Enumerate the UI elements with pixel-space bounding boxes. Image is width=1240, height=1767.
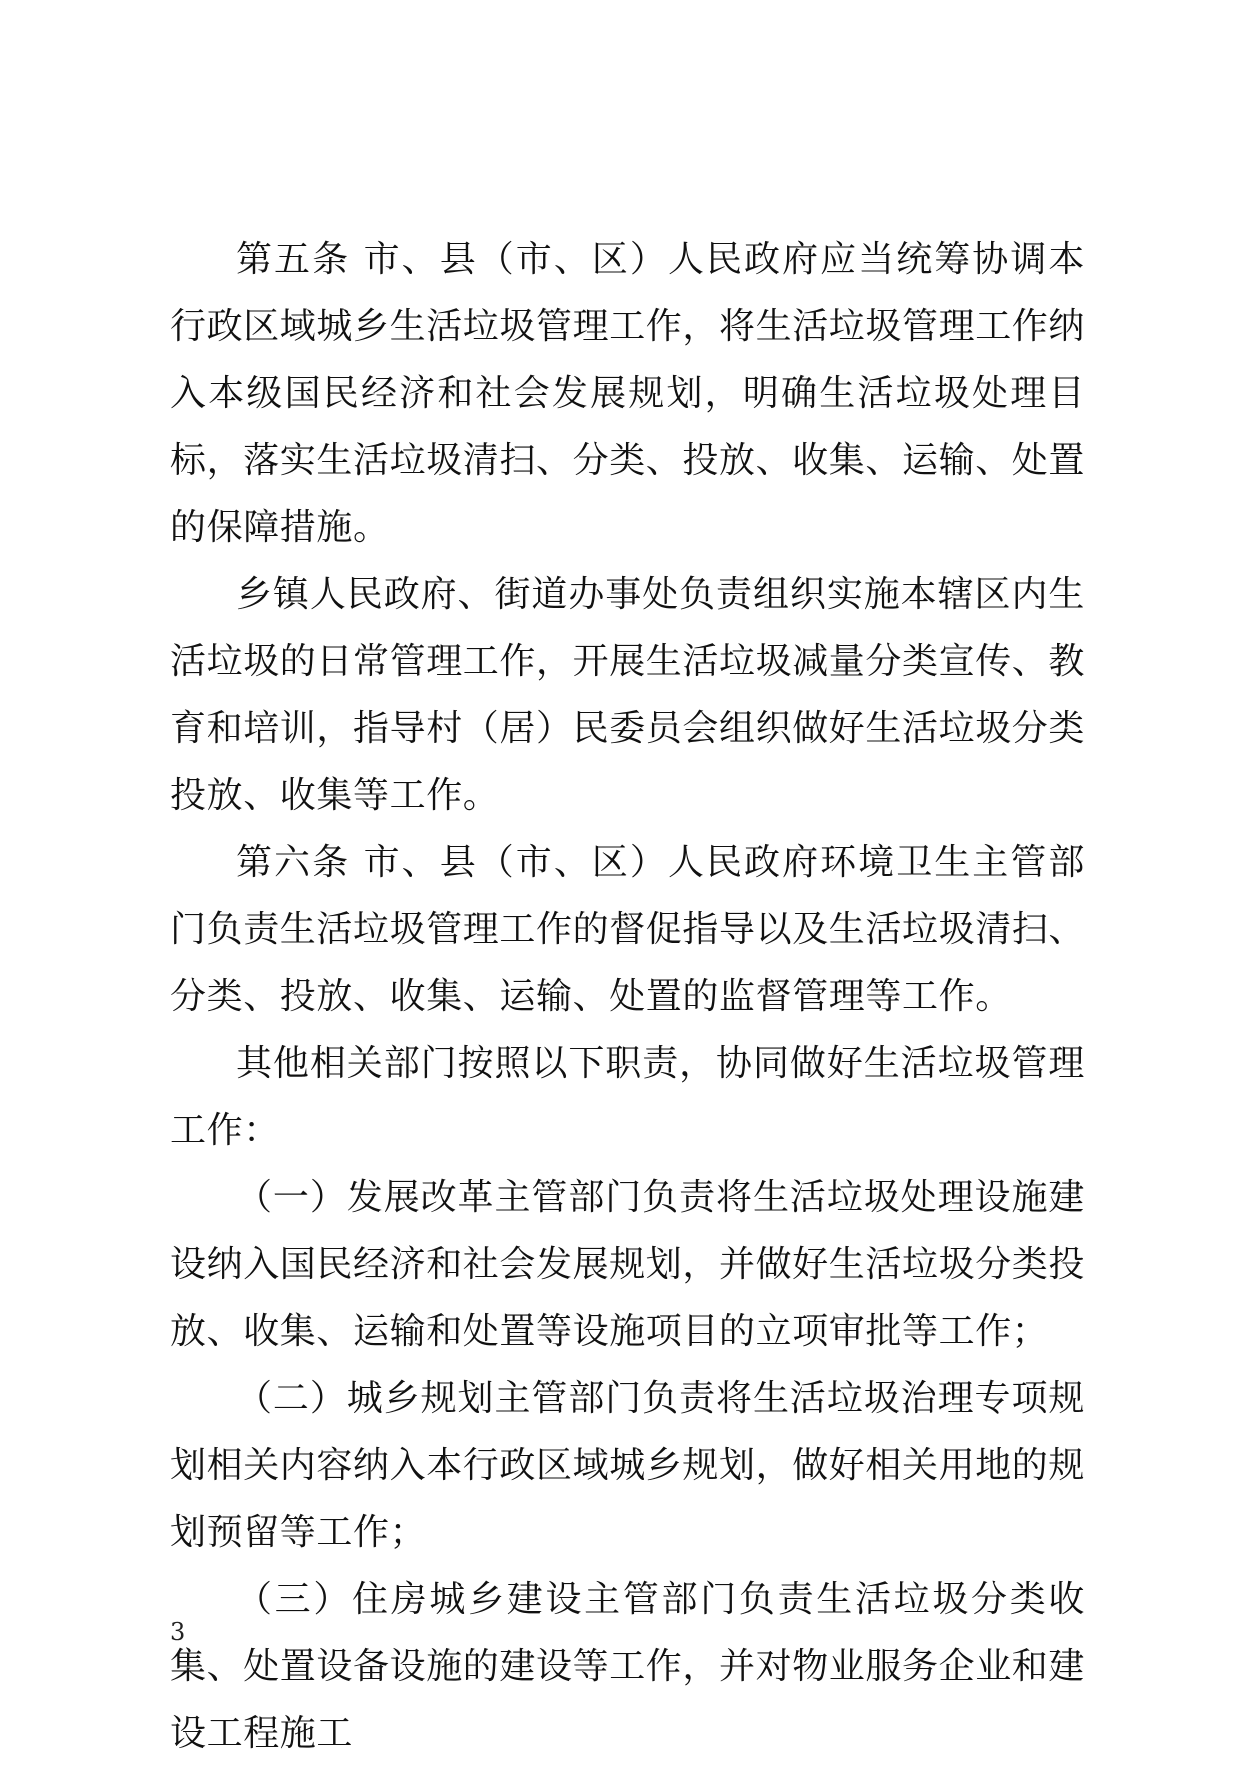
- paragraph-item-2: （二）城乡规划主管部门负责将生活垃圾治理专项规划相关内容纳入本行政区域城乡规划，做好相关用地的规划预留等工作；: [170, 1378, 1086, 1553]
- paragraph-township-duties: 乡镇人民政府、街道办事处负责组织实施本辖区内生活垃圾的日常管理工作，开展生活垃圾减量分类宣传、教育和培训，指导村（居）民委员会组织做好生活垃圾分类投放、收集等工作。: [170, 574, 1086, 816]
- paragraph-item-1: （一）发展改革主管部门负责将生活垃圾处理设施建设纳入国民经济和社会发展规划，并做好生活垃圾分类投放、收集、运输和处置等设施项目的立项审批等工作；: [170, 1177, 1086, 1352]
- page-number: 3: [170, 1618, 186, 1646]
- paragraph-item-3: （三）住房城乡建设主管部门负责生活垃圾分类收集、处置设备设施的建设等工作，并对物业服务企业和建设工程施工: [170, 1579, 1086, 1754]
- paragraph-other-departments: 其他相关部门按照以下职责，协同做好生活垃圾管理工作：: [170, 1043, 1085, 1151]
- paragraph-article-5: 第五条 市、县（市、区）人民政府应当统筹协调本行政区域城乡生活垃圾管理工作，将生活垃圾管理工作纳入本级国民经济和社会发展规划，明确生活垃圾处理目标，落实生活垃圾清扫、分类、投放、收集、运输、处置的保障措施。: [170, 239, 1086, 548]
- paragraph-article-6: 第六条 市、县（市、区）人民政府环境卫生主管部门负责生活垃圾管理工作的督促指导以及生活垃圾清扫、分类、投放、收集、运输、处置的监督管理等工作。: [170, 842, 1086, 1017]
- document-body: [170, 226, 1085, 1767]
